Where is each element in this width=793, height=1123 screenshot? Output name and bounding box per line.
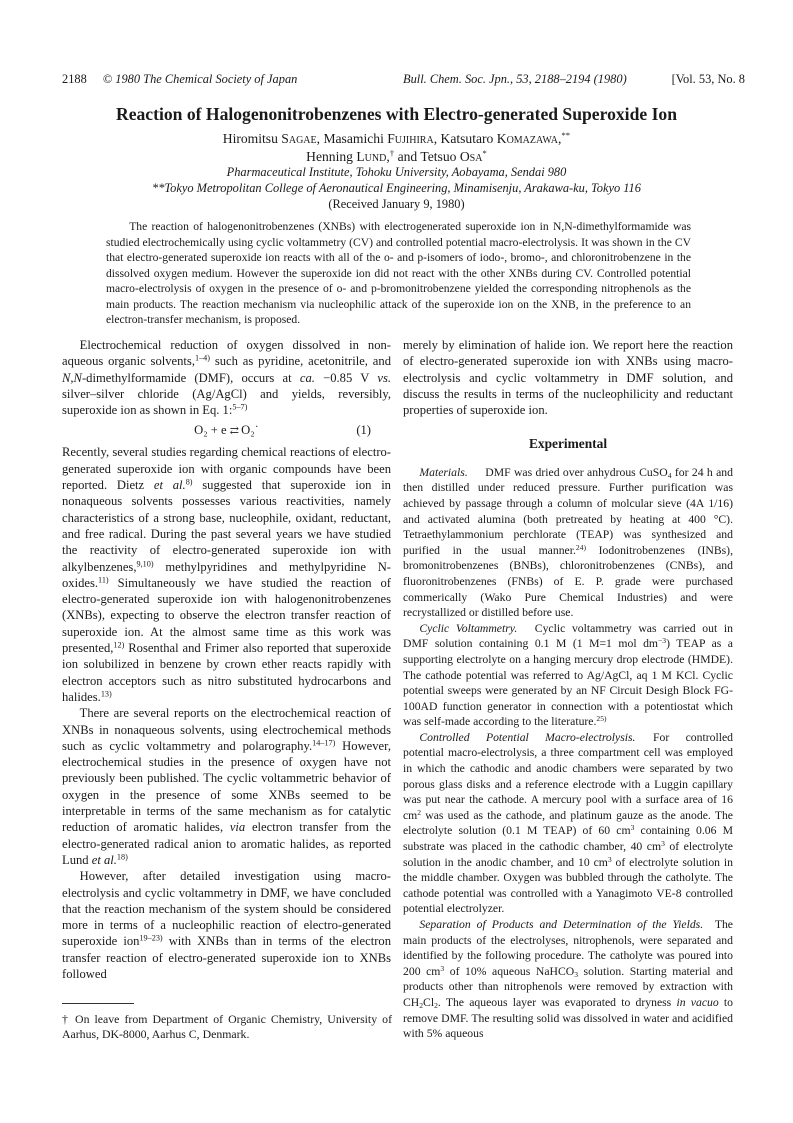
text-run: . The aqueous layer was evaporated to dryness: [437, 995, 677, 1009]
volume-issue: [Vol. 53, No. 8: [671, 72, 745, 86]
text-run: of electrolyte solution in the anodic chamber, and 10 cm: [403, 840, 733, 869]
text-run: For controlled potential macro-electrolysis, a three compartment cell was employed in which the cathodic and anodic chambers were separated by two porous glass disks and a reference electrode with a Luggin capillary was put near the cathode. A mercury pool with a surface area of 16 cm: [403, 730, 733, 822]
copyright-line: © 1980 The Chemical Society of Japan: [102, 72, 298, 86]
text-run: Electrochemical reduction of oxygen dissolved in non-aqueous organic solvents,: [62, 338, 391, 369]
text-run: methylpyridines and methylpyridine N-oxides.: [62, 559, 391, 590]
running-head-left: [62, 72, 297, 87]
article-title: Reaction of Halogenonitrobenzenes with Electro-generated Superoxide Ion: [115, 104, 677, 124]
text-run: was used as the cathode, and platinum gauze as the anode. The electrolyte solution (0.1 M TEAP) of 60 cm: [403, 808, 733, 838]
intro-paragraph-3: [62, 705, 391, 868]
text-run: to remove DMF. The resulting solid was dissolved in water and acidified with 5% aqueous: [403, 995, 734, 1041]
reference-mark: 18): [116, 852, 128, 862]
electrolysis-paragraph: [403, 730, 733, 917]
equation-lhs: O₂ + e: [194, 423, 227, 438]
run-in-heading: Materials.: [419, 465, 468, 479]
text-run: The main products of the electrolyses, nitrophenols, were separated and identified by the following procedure. The catholyte was poured into 200 cm: [403, 918, 733, 978]
run-in-heading: Cyclic Voltammetry.: [419, 621, 518, 635]
text-run: of 10% aqueous NaHCO: [444, 964, 575, 978]
reference-mark: 24): [575, 542, 587, 552]
author-given: Hiromitsu: [222, 131, 282, 146]
experimental-body: [403, 465, 733, 1042]
author-list: Hiromitsu Sagae, Masamichi Fujihira, Katsutaro Komazawa,** Henning Lund,† and Tetsuo Osa*: [222, 130, 571, 164]
text-run: DMF was dried over anhydrous CuSO: [485, 465, 668, 479]
text-run: for 24 h and then distilled under reduced pressure. Further purification was achieved by passage through a column of molcular sieve (4A 1/16) and activated alumina (both pretreated by heating at 400 °C). Tetraethylammonium perchlorate (TEAP) was synthesized and purified in the usual manner.: [403, 465, 733, 557]
superscript: 2: [417, 807, 422, 817]
reference-mark: 12): [113, 640, 125, 650]
text-run: Recently, several studies regarding chemical reactions of electro-generated superoxide ion with organic compounds have been reported. Dietz: [62, 445, 391, 493]
author-given: Henning: [306, 148, 357, 164]
author-given: Tetsuo: [420, 148, 460, 164]
author-family: Komazawa: [496, 131, 558, 146]
text-run: solution. Starting material and products other than nitrophenols were removed by extraction with CH: [403, 964, 733, 1009]
abstract: The reaction of halogenonitrobenzenes (XNBs) with electrogenerated superoxide ion in N,N-dimethylformamide was studied electrochemically using cyclic voltammetry (CV) and controlled potential macro-electrolysis. It was shown in the CV that electro-generated superoxide ion reacts with all of the o- and p-isomers of iodo-, bromo-, and chloronitrobenzene in the dissolved oxygen medium. However the superoxide ion did not react with the other XNBs during CV. Controlled potential macro-electrolysis of oxygen in the presence of o- and p-bromonitrobenzene yielded the corresponding nitrophenols as the main products. The reaction mechanism via nucleophilic attack of the superoxide ion on the XNB, in the preference to an electron-transfer mechanism, is proposed.: [106, 220, 691, 326]
text-run: et al.: [153, 478, 186, 493]
journal-citation: Bull. Chem. Soc. Jpn., 53, 2188–2194 (1980): [403, 72, 627, 86]
intro-continuation: merely by elimination of halide ion. We report here the reaction of electro-generated superoxide ion with XNBs using macro-electrolysis and cyclic voltammetry in DMF solution, and discuss the results in terms of the nucleophilicity and reductant properties of superoxide ion.: [403, 338, 733, 418]
equation-number: (1): [356, 423, 371, 438]
text-run: ) TEAP as a supporting electrolyte on a hanging mercury drop electrode (HMDE). The cathode potential was referred to Ag/AgCl, aq 1 M KCl. Cyclic potential sweeps were generated by an NF Circuit Desigh Block FG-100AD function generator in connection with a potentiostat which was self-made according to the literature.: [403, 637, 733, 729]
text-run: with XNBs than in terms of the electron transfer reaction of electro-generated superoxide ion to XNBs followed: [62, 934, 391, 981]
footnote-rule: [62, 1003, 134, 1004]
text-run: Cl: [423, 995, 435, 1009]
intro-paragraph-1: [62, 337, 391, 418]
superscript: −3: [658, 636, 667, 646]
separation-paragraph: [403, 917, 733, 1042]
author-mark: *: [482, 147, 487, 158]
equation-1: [62, 422, 391, 440]
section-heading-experimental: Experimental: [528, 436, 608, 452]
cv-paragraph: [403, 621, 733, 730]
text-run: Cyclic voltammetry was carried out in DMF solution containing 0.1 M (1 M=1 mol dm: [403, 621, 733, 651]
text-run: et al.: [91, 852, 117, 867]
reference-mark: 14–17): [312, 738, 336, 748]
subscript: 2: [419, 1000, 424, 1010]
superscript: 3: [607, 854, 612, 864]
author-family: Sagae: [281, 131, 317, 146]
text-run: of electrolyte solution in the middle chamber. Oxygen was bubbled through the catholyte. The cathode potential was controlled with a Yanagimoto VE-8 controlled potential electrolyzer.: [403, 855, 733, 916]
text-run: Iodonitrobenzenes (INBs), bromonitrobenzenes (BNBs), chloronitrobenzenes (CNBs), and fluoronitrobenzenes (FNBs) of E. P. grade were purchased commerically (Wako Pure Chemical Industries) and were recrystallized or distilled before use.: [403, 543, 733, 620]
text-run: ca.: [299, 370, 315, 385]
author-family: Osa: [459, 148, 483, 164]
author-mark: **: [561, 130, 571, 141]
text-run: vs.: [377, 370, 391, 385]
author-given: Katsutaro: [440, 131, 497, 146]
run-in-heading: Controlled Potential Macro-electrolysis.: [419, 730, 636, 744]
text-run: −0.85 V: [314, 370, 378, 385]
equation-rhs: O₂˙: [241, 423, 259, 438]
reference-mark: 19–23): [139, 933, 163, 943]
page-number: 2188: [62, 72, 87, 86]
author-conjunction: and: [394, 148, 421, 164]
subscript: 3: [574, 969, 578, 979]
author-mark: †: [389, 147, 395, 158]
text-run: in vacuo: [676, 995, 719, 1009]
running-head: [62, 72, 745, 90]
text-run: electron transfer from the electro-generated radical anion to aromatic halides, as reported Lund: [62, 820, 391, 867]
subscript: 2: [434, 1000, 438, 1010]
reference-mark: 25): [596, 714, 607, 724]
footnote: † On leave from Department of Organic Chemistry, University of Aarhus, DK-8000, Aarhus C, Denmark.: [62, 1012, 392, 1041]
superscript: 3: [661, 838, 665, 848]
text-run: containing 0.06 M substrate was placed in the cathodic chamber, 40 cm: [403, 824, 733, 854]
materials-paragraph: [403, 465, 733, 621]
author-family: Lund: [356, 148, 387, 164]
text-run: However, electrochemical studies in the presence of oxygen have not previously been published. The cyclic voltammetric behavior of oxygen in the presence of some XNBs seemed to be interpretable in terms of the same mechanism as for catalytic reduction of aromatic halides,: [62, 738, 391, 835]
reference-mark: 5–7): [232, 402, 248, 412]
left-column: [62, 337, 391, 982]
equilibrium-arrow-icon: ⇄: [229, 425, 238, 438]
text-run: Simultaneously we have studied the reaction of electro-generated superoxide ion with halogenonitrobenzenes (XNBs), expecting to observe the electron transfer reaction of superoxide ion. At the almost same time as this work was presented,: [62, 575, 391, 656]
reference-mark: 1–4): [194, 353, 210, 363]
superscript: 3: [630, 823, 635, 833]
superscript: 3: [440, 963, 445, 973]
intro-paragraph-4: [62, 868, 391, 982]
text-run: However, after detailed investigation using macro-electrolysis and cyclic voltammetry in DMF, we have concluded that the reaction mechanism of the system should be considered more in terms of a nucleophilic reaction of electro-generated superoxide ion: [62, 869, 391, 949]
text-run: such as pyridine, acetonitrile, and: [209, 354, 391, 369]
text-run: Rosenthal and Frimer also reported that superoxide ion solubilized in benzene by crown ether reacts rapidly with electron acceptors such as nitro substituted hydrocarbons and halides.: [62, 641, 391, 704]
reference-mark: 9,10): [136, 559, 154, 569]
reference-mark: 11): [98, 575, 109, 585]
text-run: N,N: [62, 370, 82, 385]
text-run: suggested that superoxide ion in nonaqueous solvents possesses various reactivities, namely characteristics of a strong base, nucleophile, oxidant, reductant, and free radical. During the past several years we have studied the reactivity of electro-generated superoxide ion with alkylbenzenes,: [62, 478, 391, 574]
received-date: (Received January 9, 1980): [328, 197, 465, 211]
affiliation-1: Pharmaceutical Institute, Tohoku University, Aobayama, Sendai 980: [226, 165, 567, 179]
reference-mark: 13): [100, 689, 112, 699]
text-run: via: [229, 820, 246, 835]
reference-mark: 8): [185, 477, 193, 487]
author-given: Masamichi: [323, 131, 388, 146]
author-family: Fujihira: [387, 131, 434, 146]
text-run: There are several reports on the electrochemical reaction of XNBs in nonaqueous solvents, using electrochemical methods such as cyclic voltammetry and polarography.: [62, 706, 391, 753]
run-in-heading: Separation of Products and Determination of the Yields.: [419, 918, 704, 931]
affiliation-2: **Tokyo Metropolitan College of Aeronautical Engineering, Minamisenju, Arakawa-ku, Tokyo 116: [152, 181, 641, 195]
right-column: [403, 337, 733, 1042]
text-run: silver–silver chloride (Ag/AgCl) and yields, reversibly, superoxide ion as shown in Eq. 1:: [62, 386, 391, 418]
subscript: 4: [667, 470, 672, 480]
text-run: -dimethylformamide (DMF), occurs at: [81, 370, 300, 385]
intro-paragraph-2: [62, 444, 391, 705]
